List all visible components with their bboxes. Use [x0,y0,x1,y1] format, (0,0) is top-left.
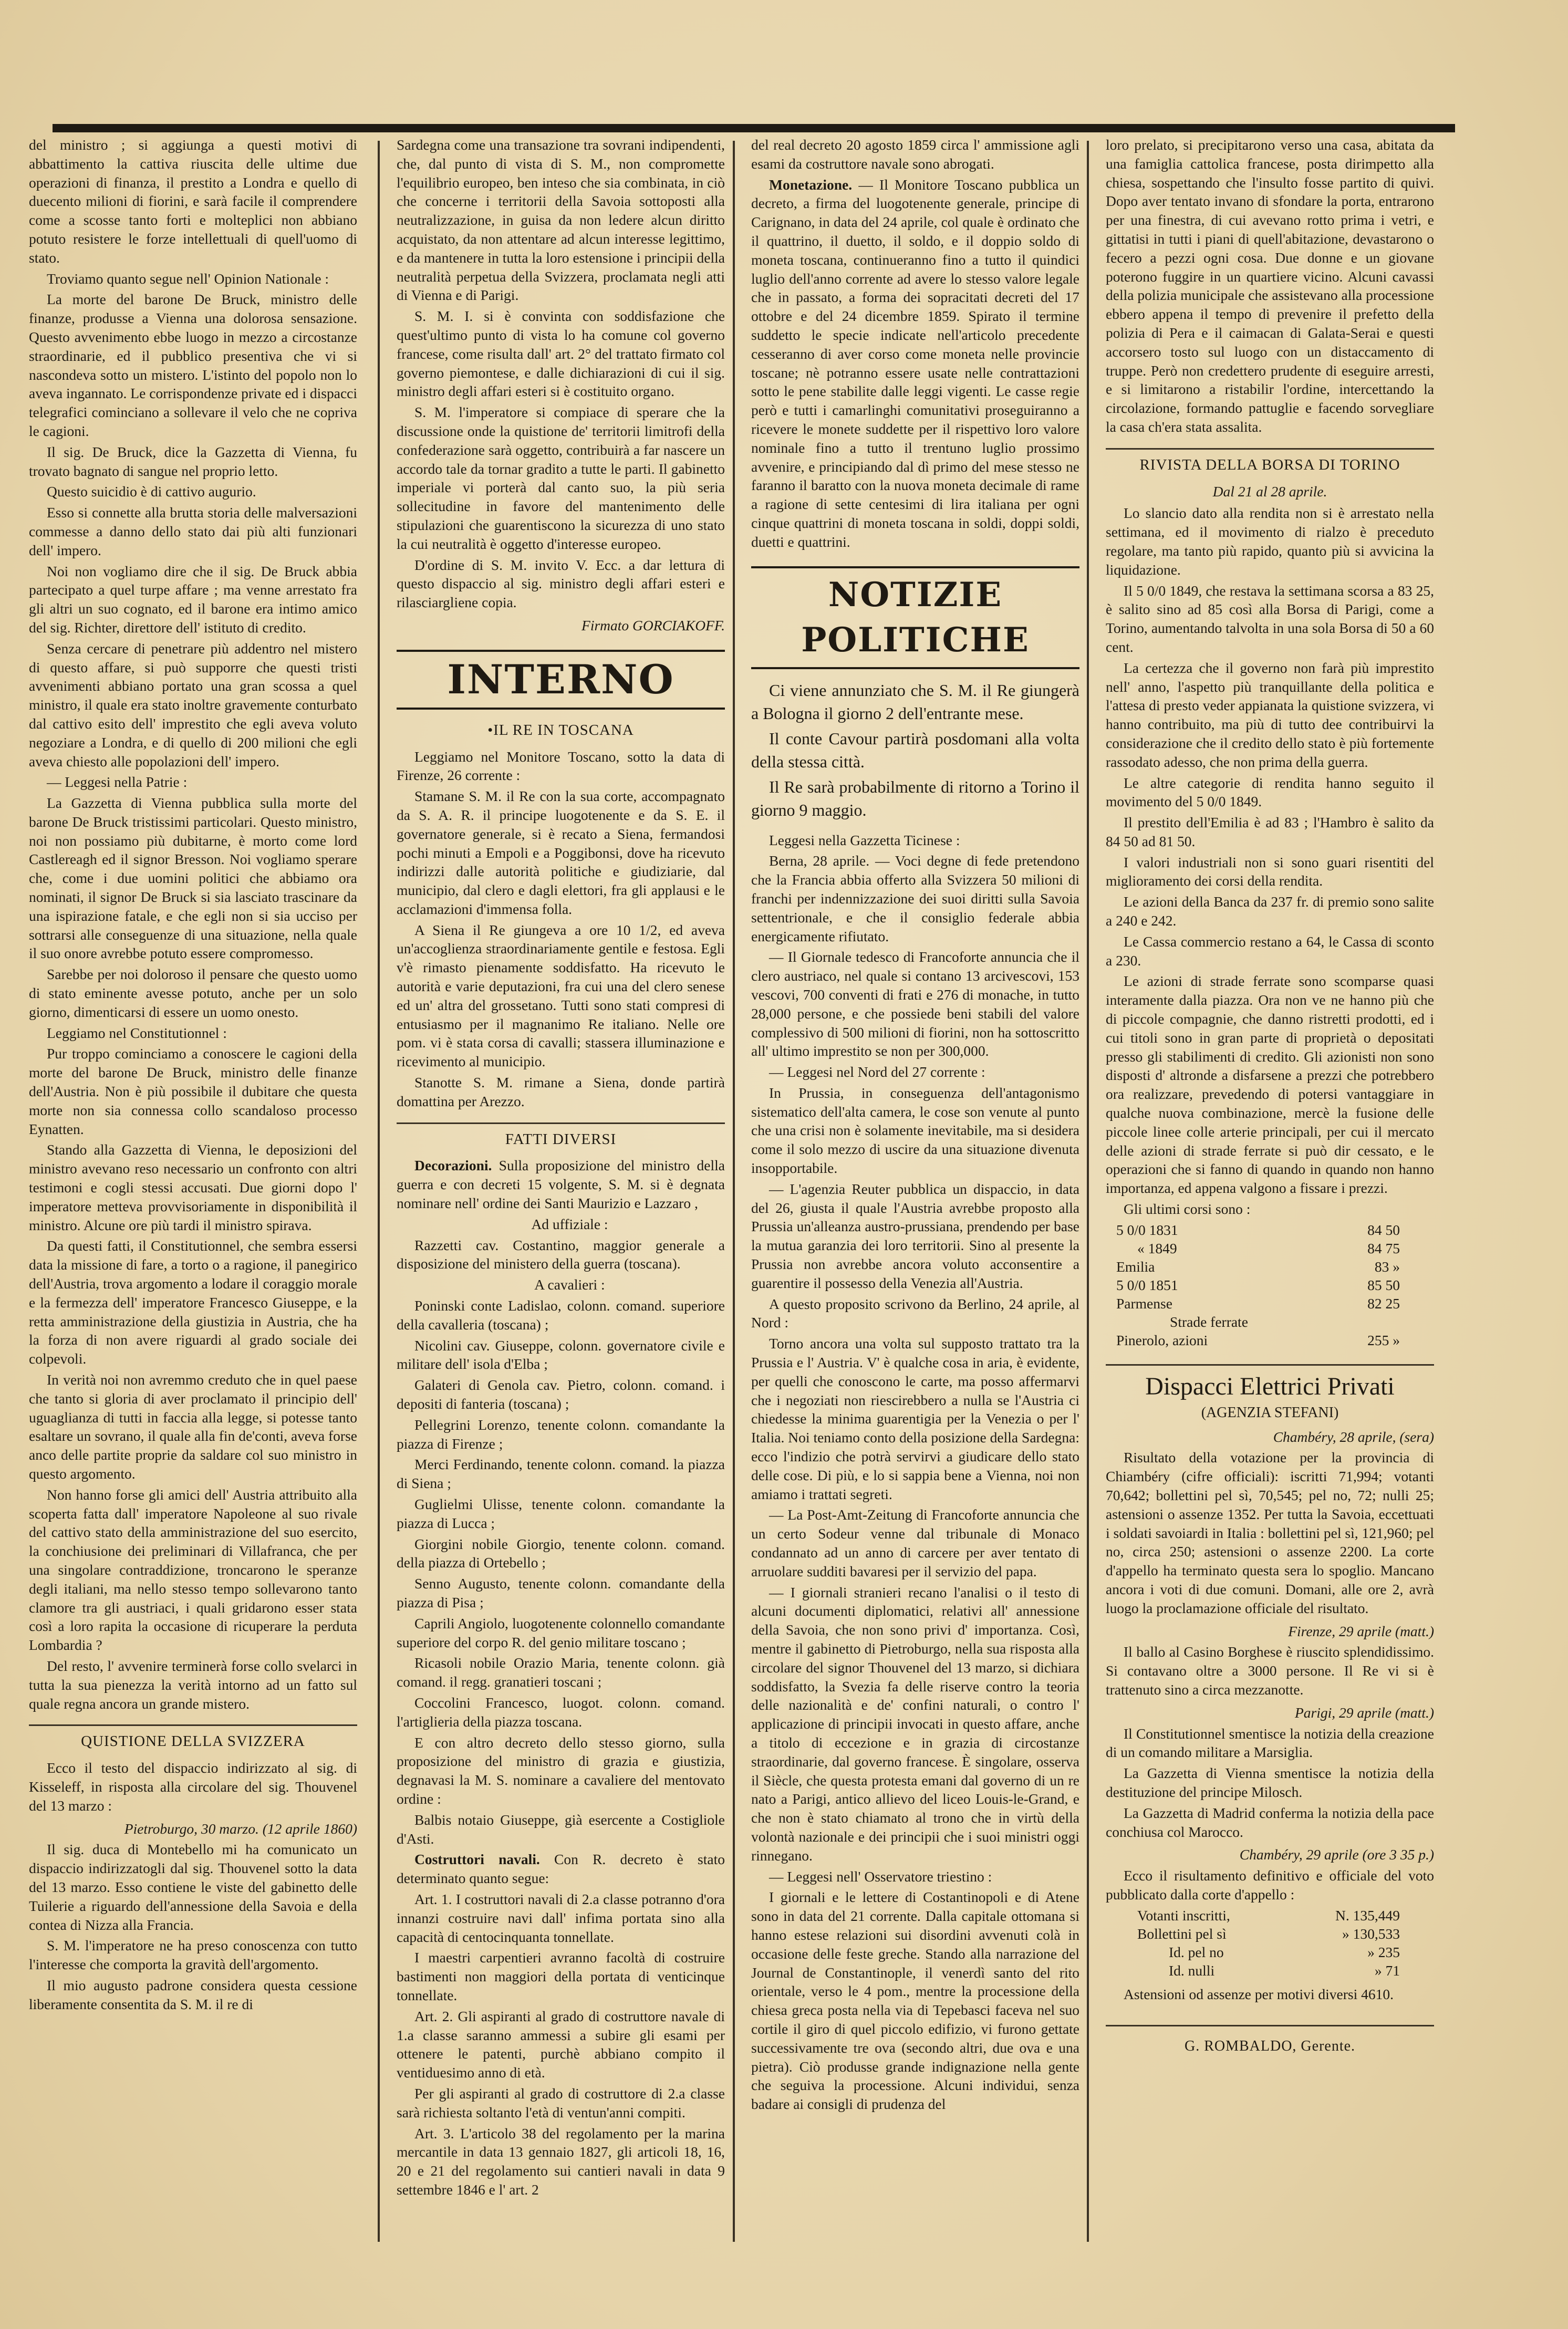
paragraph: Del resto, l' avvenire terminerà forse collo svelarci in tutta la sua pienezza la verità intorno ad un fatto sul quale regna ancora un grande mistero. [29,1657,357,1712]
paragraph: Caprili Angiolo, luogotenente colonnello comandante superiore del corpo R. del genio militare toscano ; [397,1615,725,1650]
text: — Il Monitore Toscano pubblica un decreto, a firma del luogotenente generale, principe di Carignano, in data del 24 aprile, col quale è ordinato che il quattrino, il duetto, il soldo, e il doppio soldo di moneta toscana, continueranno fino a tutto il quindici luglio dell'anno corrente ad avere lo stesso valore legale che in passato, a forma dei sopracitati decreti del 17 ottobre e del 24 dicembre 1859. Spirato il termine suddetto le specie indicate nell'articolo precedente cesseranno di aver corso come moneta nelle provincie toscane; nè potranno essere usate nelle contrattazioni sotto le pene stabilite dalle leggi vigenti. Le casse regie però e tutti i camarlinghi comunitativi proseguiranno a ricevere le monete suddette per il rispettivo loro valore nominale fino a tutto il trentuno luglio prossimo avvenire, e principiando dal dì primo del mese stesso ne faranno il baratto con la nuova moneta decimale di rame a ragione di sette centesimi di lira italiana per ogni cinque quattrini di moneta toscana in soldi, doppi soldi, duetti e quattrini. [751,176,1079,550]
paragraph: Ricasoli nobile Orazio Maria, tenente colonn. già comand. il regg. granatieri toscani ; [397,1655,725,1690]
vote-value: » 130,533 [1342,1925,1400,1942]
table-row [1116,1276,1431,1294]
paragraph [397,1850,725,1888]
paragraph: Il ballo al Casino Borghese è riuscito splendidissimo. Si contavano oltre a 3000 persone. Il Re vi si è trattenuto sino a circa mezzanotte. [1106,1644,1434,1698]
quote-label: Strade ferrate [1170,1313,1248,1330]
section-subheading-agenzia: (AGENZIA STEFANI) [1201,1404,1339,1421]
paragraph: — La Post-Amt-Zeitung di Francoforte annuncia che un certo Sodeur venne dal tribunale di Monaco condannato ad un anno di carcere per aver tentato di arruolare sudditi bavaresi per il servizio del papa. [751,1506,1079,1579]
dateline: Chambéry, 28 aprile, (sera) [1273,1428,1434,1445]
quote-label: « 1849 [1137,1240,1177,1256]
paragraph: Risultato della votazione per la provincia di Chiambéry (cifre officiali): iscritti 71,994; votanti 70,642; bollettini pel sì, 70,545; pel no, 72; nulli 25; astensioni o assenze 1352. Per tutta la Savoia, eccettuati i soldati savoiardi in Italia : bollettini pel sì, 121,960; pel no, circa 250; astensioni o assenze 2200. La corte d'appello ha terminato questa sera lo spoglio. Mancano ancora i voti di due comuni. Domani, alle ore 2, avrà luogo la proclamazione officiale del risultato. [1106,1449,1434,1616]
paragraph: Art. 1. I costruttori navali di 2.a classe potranno d'ora innanzi costruire navi dall' infima portata sino alla capacità di centocinquanta tonnellate. [397,1890,725,1945]
paragraph: Art. 2. Gli aspiranti al grado di costruttore navale di 1.a classe saranno ammessi a subire gli esami per ottenere le patenti, purchè abbiano compito il ventiduesimo anno di età. [397,2008,725,2081]
paragraph: — Leggesi nella Patrie : [47,774,188,791]
paragraph: Nicolini cav. Giuseppe, colonn. governatore civile e militare dell' isola d'Elba ; [397,1337,725,1373]
paragraph: Il Constitutionnel smentisce la notizia della creazione di un comando militare a Marsiglia. [1106,1725,1434,1761]
paragraph: Senno Augusto, tenente colonn. comandante della piazza di Pisa ; [397,1575,725,1610]
paragraph: Stando alla Gazzetta di Vienna, le deposizioni del ministro avevano reso necessario un confronto con altri testimoni e cogli stessi accusati. Due giorni dopo l' imperatore metteva provvisoriamente in disponibilità il ministro. Alcune ore più tardi il ministro spirava. [29,1141,357,1233]
quote-value: 83 » [1374,1258,1400,1275]
paragraph: Guglielmi Ulisse, tenente colonn. comandante la piazza di Lucca ; [397,1496,725,1531]
paragraph: del ministro ; si aggiunga a questi motivi di abbattimento la cattiva riuscita delle ultime due operazioni di finanza, il prestito a Londra e quello di duecento milioni di fiorini, e sarà facile il comprendere come a scosse tanto forti e molteplici non abbiano potuto resistere le forze intellettuali di quell'uomo di stato. [29,137,357,266]
paragraph: Noi non vogliamo dire che il sig. De Bruck abbia partecipato a quel turpe affare ; ma venne arrestato fra gli altri un suo cognato, ed il barone era intimo amico del sig. Richter, direttore dell' istituto di credito. [29,563,357,636]
paragraph: La Gazzetta di Vienna pubblica sulla morte del barone De Bruck tristissimi particolari. Questo ministro, noi non possiamo più dubitarne, è morto come lord Castlereagh ed il signor Bresson. Noi vogliamo sperare che, come i due uomini politici che abbiamo ora nominati, il signor De Bruck si sia lasciato trascinare da una ispirazione fatale, e che egli non si sia ucciso per sottrarsi alle conseguenze di una situazione, nella quale il suo onore avrebbe potuto essere compromesso. [29,795,357,962]
column-divider [733,141,735,2242]
paragraph: Le Cassa commercio restano a 64, le Cassa di sconto a 230. [1106,933,1434,969]
paragraph: — Leggesi nel Nord del 27 corrente : [769,1064,985,1080]
column-divider [1087,141,1089,2242]
paragraph: Galateri di Genola cav. Pietro, colonn. comand. i depositi di fanteria (toscana) ; [397,1377,725,1412]
paragraph: Senza cercare di penetrare più addentro nel mistero di questo affare, si può supporre che questi tristi avvenimenti abbiano portato una gran scossa a quel ministro, il quale era stato inoltre gravemente conturbato dal cattivo esito dell' imprestito che egli aveva voluto negoziare a Londra, e di quello di 200 milioni che egli aveva chiesto alle popolazioni dell' impero. [29,640,357,770]
table-row [1116,1239,1431,1257]
paragraph: — L'agenzia Reuter pubblica un dispaccio, in data del 26, giusta il quale l'Austria avrebbe proposto alla Prussia un'alleanza austro-prussiana, prendendo per base la mutua garanzia dei loro territorii. Sino al presente la Prussia non avrebbe ancora voluto acconsentire a guarentire il possesso della Venezia all'Austria. [751,1180,1079,1291]
section-heading-svizzera: QUISTIONE DELLA SVIZZERA [29,1724,357,1751]
quote-value [1302,1313,1431,1331]
paragraph: Il 5 0/0 1849, che restava la settimana scorsa a 83 25, è salito sino ad 85 così alla Borsa di Parigi, come a Torino, aumentando talvolta in una sola Borsa di 50 a 60 cent. [1106,582,1434,655]
paragraph: Leggiamo nel Monitore Toscano, sotto la data di Firenze, 26 corrente : [397,748,725,784]
paragraph: Poninski conte Ladislao, colonn. comand. superiore della cavalleria (toscana) ; [397,1297,725,1333]
table-row [1116,1943,1431,1961]
table-row [1116,1331,1431,1349]
paragraph: Stamane S. M. il Re con la sua corte, accompagnato da S. A. R. il principe luogotenente e da S. E. il governatore generale, si è recato a Siena, fermandosi pochi minuti a Empoli e a Poggibonsi, dove ha ricevuto indirizzi dalle autorità politiche e giudiziarie, dal municipio, dal clero e dagli elettori, fra gli applausi e le acclamazioni d'immensa folla. [397,788,725,917]
paragraph: — Il Giornale tedesco di Francoforte annuncia che il clero austriaco, nel quale si contano 13 arcivescovi, 153 vescovi, 700 conventi di frati e 276 di monache, in tutto 28,000 persone, e che possiede beni stabili del valore complessivo di 500 milioni di fiorini, non ha sottoscritto all' ultimo imprestito se non per 300,000. [751,949,1079,1059]
run-in-head: Monetazione. [769,176,853,193]
quote-label: Parmense [1116,1295,1172,1312]
section-date: Dal 21 al 28 aprile. [1212,483,1327,500]
gerente-signature: G. ROMBALDO, Gerente. [1106,2025,1434,2056]
paragraph: Berna, 28 aprile. — Voci degne di fede pretendono che la Francia abbia offerto alla Svizzera 50 milioni di franchi per indennizzazione dei suoi diritti sulla Savoia settentrionale, e che il consiglio federale abbia energicamente rifiutato. [751,852,1079,944]
table-row [1116,1925,1431,1943]
subheading-re-in-toscana: •IL RE IN TOSCANA [487,721,634,739]
dateline: Firenze, 29 aprile (matt.) [1288,1623,1434,1639]
paragraph: Torno ancora una volta sul supposto trattato tra la Prussia e l' Austria. V' è qualche cosa in aria, è evidente, per quelli che conoscono le carte, ma posso affermarvi che i negoziati non riescirebbero a nulla se l'Austria ci chiedesse la minima guarentigia per la Venezia o per l' Italia. Noi teniamo conto della posizione della Sardegna: ecco l'indizio che potrà servirvi a giudicare dello stato delle cose. Di più, e lo si sappia bene a Vienna, noi non amiamo i trattati segreti. [751,1335,1079,1502]
quote-label: 5 0/0 1831 [1116,1221,1178,1238]
quote-value: 255 » [1367,1332,1400,1348]
column-2 [397,136,725,2268]
quotes-table [1116,1221,1431,1349]
paragraph: A questo proposito scrivono da Berlino, 24 aprile, al Nord : [751,1295,1079,1331]
paragraph: S. M. I. si è convinta con soddisfazione che quest'ultimo punto di vista lo ha comune col governo francese, come risulta dall' art. 2° del trattato firmato col governo piemontese, e dalle dichiarazioni di cui il sig. ministro degli affari esteri si è costituito organo. [397,308,725,400]
paragraph: I valori industriali non si sono guari risentiti del miglioramento dei corsi della rendita. [1106,854,1434,889]
paragraph: Esso si connette alla brutta storia delle malversazioni commesse a danno dello stato dai più alti funzionari dell' impero. [29,504,357,558]
table-row [1116,1294,1431,1313]
vote-label: Votanti inscritti, [1137,1907,1230,1923]
paragraph: La Gazzetta di Madrid conferma la notizia della pace conchiusa col Marocco. [1106,1804,1434,1840]
paragraph: Il sig. duca di Montebello mi ha comunicato un dispaccio indirizzatogli dal sig. Thouvenel sotto la data del 13 marzo. Esso contiene le viste del gabinetto delle Tuilerie a riguardo dell'annessione della Savoia e della contea di Nizza alla Francia. [29,1841,357,1933]
vote-label: Id. nulli [1169,1962,1215,1979]
text: Con R. decreto è stato determinato quanto segue: [397,1851,725,1887]
paragraph: I giornali e le lettere di Costantinopoli e di Atene sono in data del 21 corrente. Dalla capitale ottomana si hanno estese relazioni sui disordini avvenuti colà in occasione delle feste greche. Stando alla narrazione del Journal de Constantinople, il venerdì santo del rito orientale, verso le 4 pom., mentre la processione della chiesa greca posta nella via di Tepebasci faceva nel suo cortile il giro di quel piccolo edifizio, vi furono gettate successivamente tre ova (secondo altri, due ova e una pietra). Ciò produsse grande indignazione nella gente che seguiva la processione. Alcuni individui, senza badare ai consigli di prudenza del [751,1889,1079,2113]
paragraph: Leggesi nella Gazzetta Ticinese : [769,831,960,848]
paragraph: In verità noi non avremmo creduto che in quel paese che tanto si gloria di aver proclamato il principio dell' uguaglianza di tutti in faccia alla legge, si potesse tanto esaltare un sovrano, il quale alla fin de'conti, aveva forse anco delle partite proprie da saldare col suo ministro in questo argomento. [29,1371,357,1482]
paragraph: Lo slancio dato alla rendita non si è arrestato nella settimana, ed il movimento di rialzo è preceduto regolare, ma tanto più rapido, quanto più si avvicina la liquidazione. [1106,505,1434,578]
paragraph: Gli ultimi corsi sono : [1124,1201,1251,1218]
vote-value: N. 135,449 [1335,1907,1400,1923]
paragraph: S. M. l'imperatore si compiace di sperare che la discussione onde la quistione de' territorii limitrofi della confederazione sarà oggetto, contribuirà a far nascere un accordo tale da tornar gradito a tutte le parti. Il gabinetto imperiale vi porterà dal canto suo, la più seria sollecitudine in favore del mantenimento delle stipulazioni che guarentiscono la sicurezza di uno stato la cui neutralità è oggetto d'interesse europeo. [397,404,725,552]
paragraph: Stanotte S. M. rimane a Siena, donde partirà domattina per Arezzo. [397,1074,725,1109]
lead-paragraph: Il conte Cavour partirà posdomani alla volta della stessa città. [751,729,1079,771]
quote-label: Emilia [1116,1258,1155,1275]
paragraph: Pur troppo cominciamo a conoscere le cagioni della morte del barone De Bruck, ministro delle finanze dell'Austria. Non è più possibile il dubitare che questa morte non sia connessa collo scandaloso processo Eynatten. [29,1045,357,1137]
paragraph: Non hanno forse gli amici dell' Austria attribuito alla scoperta fatta dall' imperatore Napoleone al suo rivale del cattivo stato della amministrazione del suo esercito, la conchiusione dei preliminari di Villafranca, che per una singolare contraddizione, troncarono le speranze degli italiani, ma nello stesso tempo sollevarono tanto clamore tra gli austriaci, i quali gridarono esser stata così a loro rapita la occasione di ricuperare la perduta Lombardia ? [29,1486,357,1654]
paragraph: A Siena il Re giungeva a ore 10 1/2, ed aveva un'accoglienza straordinariamente gentile e festosa. Egli v'è rimasto pienamente soddisfatto. Ha ricevuto le autorità e varie deputazioni, fra cui una del clero senese ed un' altra del grossetano. Tutti sono stati compresi di entusiasmo per il magnanimo Re italiano. Nelle ore pom. vi è stata corsa di cavalli; stassera illuminazione e ricevimento al municipio. [397,921,725,1070]
paragraph: Pellegrini Lorenzo, tenente colonn. comandante la piazza di Firenze ; [397,1416,725,1452]
paragraph: Troviamo quanto segue nell' Opinion Nationale : [47,270,329,287]
section-heading-borsa: RIVISTA DELLA BORSA DI TORINO [1106,448,1434,475]
text: Sulla proposizione del ministro della guerra e con decreti 15 volgente, S. M. si è degnata nominare nell' ordine dei Santi Maurizio e Lazzaro , [397,1157,725,1212]
table-row [1116,1313,1431,1331]
section-heading-fatti-diversi: FATTI DIVERSI [397,1122,725,1149]
paragraph: — I giornali stranieri recano l'analisi o il testo di alcuni documenti diplomatici, relativi all' annessione della Savoia, che non sono privi d' importanza. Così, mentre il gabinetto di Pietroburgo, nella sua risposta alla circolare del signor Thouvenel del 13 marzo, si dichiara soddisfatto, la Svezia fa delle riserve contro la teoria delle nazionalità e de' confini naturali, o contro l' applicazione di principii invocati in questo affare, anche a titolo di eccezione e in grazia di circostanze straordinarie, dal governo francese. È singolare, osserva il Siècle, che questa protesta emani dal governo di un re nato a Parigi, antico allievo del liceo Louis-le-Grand, e che non è stato chiamato al trono che in virtù della volontà nazionale e dei principii che i suoi ministri oggi rinnegano. [751,1584,1079,1864]
signature-line: Firmato GORCIAKOFF. [581,617,725,633]
votes-table [1116,1906,1431,1980]
paragraph [751,175,1079,552]
paragraph: D'ordine di S. M. invito V. Ecc. a dar lettura di questo dispaccio al sig. ministro degli affari esteri e rilasciargliene copia. [397,556,725,611]
paragraph: A cavalieri : [534,1276,605,1293]
paragraph: loro prelato, si precipitarono verso una casa, abitata da una famiglia cattolica francese, posta dirimpetto alla chiesa, sospettando che l'insulto fosse partito di quivi. Dopo aver tentato invano di sfondare la porta, entrarono per una finestra, di cui avevano rotto prima i vetri, e gittatisi in tutti i piani di quell'abitazione, devastarono o fecero a pezzi ogni cosa. Due donne e un giovane poterono fuggire in un quartiere vicino. Alcuni cavassi della polizia municipale che assistevano alla processione ebbero appena il tempo di prevenire il prefetto della polizia di Pera e il caimacan di Galata-Serai e questi accorsero tosto sul luogo con un distaccamento di truppe. Però non credettero prudente di eseguire arresti, e si limitarono a ristabilir l'ordine, intercettando la circolazione, formando pattuglie e facendo sorvegliare la casa ch'era stata assalita. [1106,137,1434,435]
columns [29,136,1447,2268]
paragraph: La certezza che il governo non farà più imprestito nell' anno, l'aspetto più tranquillante della politica e l'attesa di presto veder appianata la quistione svizzera, vi hanno contribuito, ma più di tutto dee contribuirvi la considerazione che il credito dello stato è più fortemente rassodato adesso, che non prima della guerra. [1106,659,1434,770]
paragraph: In Prussia, in conseguenza dell'antagonismo sistematico dell'alta camera, le cose son venute al punto che una crisi non è solamente inevitabile, ma si desidera come il solo mezzo di uscire da una situazione divenuta insopportabile. [751,1084,1079,1177]
paragraph: Balbis notaio Giuseppe, già esercente a Costigliole d'Asti. [397,1811,725,1847]
paragraph: S. M. l'imperatore ne ha preso conoscenza con tutto l'interesse che comporta la gravità dell'argomento. [29,1937,357,1973]
quote-label: Pinerolo, azioni [1116,1332,1208,1348]
quote-value: 85 50 [1367,1276,1400,1293]
quote-value: 84 75 [1367,1240,1400,1256]
paragraph: Sardegna come una transazione tra sovrani indipendenti, che, dal punto di vista di S. M., non compromette l'equilibrio europeo, ben inteso che sia combinata, in ciò che concerne i territorii della Savoia sottoposti alla neutralizzazione, in guisa da non ledere alcun diritto acquistato, da non attentare ad alcun interesse legittimo, e da mantenere in tutta la loro estensione i principii della neutralità perpetua della Svizzera, proclamata negli atti di Vienna e di Parigi. [397,137,725,304]
paragraph: Giorgini nobile Giorgio, tenente colonn. comand. della piazza di Ortebello ; [397,1535,725,1571]
paragraph: Merci Ferdinando, tenente colonn. comand. la piazza di Siena ; [397,1456,725,1492]
paragraph: Le azioni della Banca da 237 fr. di premio sono salite a 240 e 242. [1106,893,1434,929]
paragraph: Art. 3. L'articolo 38 del regolamento per la marina mercantile in data 13 gennaio 1827, gli articoli 18, 16, 20 e 21 del regolamento sui cantieri navali in data 9 settembre 1846 e l' art. 2 [397,2125,725,2198]
run-in-head: Decorazioni. [414,1157,492,1174]
paragraph: — Leggesi nell' Osservatore triestino : [769,1868,992,1885]
paragraph: Le altre categorie di rendita hanno seguito il movimento del 5 0/0 1849. [1106,774,1434,810]
table-row [1116,1961,1431,1980]
paragraph: Ad uffiziale : [531,1215,608,1232]
vote-value: » 71 [1374,1962,1400,1979]
dateline: Chambéry, 29 aprile (ore 3 35 p.) [1239,1846,1434,1863]
paragraph: I maestri carpentieri avranno facoltà di costruire bastimenti non maggiori della portata di venticinque tonnellate. [397,1949,725,2003]
quote-label: 5 0/0 1851 [1116,1276,1178,1293]
column-4 [1106,136,1434,2268]
paragraph [397,1156,725,1212]
paragraph: Razzetti cav. Costantino, maggior generale a disposizione del ministero della guerra (toscana). [397,1236,725,1272]
column-3 [751,136,1079,2268]
dateline: Pietroburgo, 30 marzo. (12 aprile 1860) [124,1820,357,1837]
section-heading-dispacci: Dispacci Elettrici Privati [1106,1364,1434,1401]
paragraph: La Gazzetta di Vienna smentisce la notizia della destituzione del principe Milosch. [1106,1765,1434,1800]
lead-paragraph: Il Re sarà probabilmente di ritorno a Torino il giorno 9 maggio. [751,777,1079,819]
paragraph: E con altro decreto dello stesso giorno, sulla proposizione del ministro di grazia e giustizia, degnavasi la M. S. nominare a cavaliere del mentovato ordine : [397,1734,725,1807]
paragraph: Ecco il risultamento definitivo e officiale del voto pubblicato dalla corte d'appello : [1106,1867,1434,1902]
dateline: Parigi, 29 aprile (matt.) [1294,1704,1434,1721]
lead-paragraph: Ci viene annunziato che S. M. il Re giungerà a Bologna il giorno 2 dell'entrante mese. [751,680,1079,723]
paragraph: Il prestito dell'Emilia è ad 83 ; l'Hambro è salito da 84 50 ad 81 50. [1106,814,1434,849]
table-row [1116,1906,1431,1925]
table-row [1116,1221,1431,1239]
top-rule [53,124,1455,132]
paragraph: Da questi fatti, il Constitutionnel, che sembra essersi data la missione di fare, a torto o a ragione, il panegirico dell'Austria, trova argomento a lodare il coraggio morale e la fermezza dell' imperatore Francesco Giuseppe, e la retta amministrazione della giustizia in Austria, che ha la forza di non avere riguardi al grado sociale dei colpevoli. [29,1238,357,1367]
paragraph: Ecco il testo del dispaccio indirizzato al sig. di Kisseleff, in risposta alla circolare del sig. Thouvenel del 13 marzo : [29,1760,357,1814]
column-1 [29,136,357,2268]
run-in-head: Costruttori navali. [414,1851,540,1868]
paragraph: Coccolini Francesco, luogot. colonn. comand. l'artiglieria della piazza toscana. [397,1694,725,1730]
paragraph: del real decreto 20 agosto 1859 circa l' ammissione agli esami da costruttore navale sono abrogati. [751,137,1079,172]
vote-label: Bollettini pel sì [1137,1925,1227,1942]
quote-value: 82 25 [1367,1295,1400,1312]
paragraph: Le azioni di strade ferrate sono scomparse quasi interamente dalla piazza. Ora non ve ne hanno più che di piccole compagnie, che danno ristretti prodotti, ed i cui titoli sono in gran parte di proprietà o depositati presso gli stabilimenti di credito. Gli azionisti non sono disposti d' altronde a disfarsene a prezzi che potrebbero ora realizzare, prevedendo di potersi vantaggiare in qualche nuova combinazione, mercè la fusione delle piccole linee colle arterie principali, per cui il mercato delle azioni di strade ferrate si può dir cessato, e le operazioni che si fanno di quando in quando non hanno importanza, ed appena valgono a fissare i prezzi. [1106,973,1434,1197]
vote-label: Id. pel no [1169,1943,1224,1960]
vote-value: » 235 [1367,1943,1400,1960]
quote-value: 84 50 [1367,1221,1400,1238]
paragraph: La morte del barone De Bruck, ministro delle finanze, produsse a Vienna una dolorosa sensazione. Questo avvenimento ebbe luogo in mezzo a circostanze straordinarie, ed il pubblico presentiva che vi si nascondeva sotto un mistero. L'istinto del popolo non lo aveva ingannato. Le corrispondenze private ed i dispacci telegrafici cominciano a sollevare il velo che ne copriva le cagioni. [29,291,357,439]
table-row [1116,1257,1431,1276]
paragraph: Questo suicidio è di cattivo augurio. [47,483,256,500]
paragraph: Astensioni od assenze per motivi diversi 4610. [1124,1985,1394,2002]
paragraph: Il mio augusto padrone considera questa cessione liberamente consentita da S. M. il re di [29,1977,357,2012]
paragraph: Per gli aspiranti al grado di costruttore di 2.a classe sarà richiesta soltanto l'età di ventun'anni compiti. [397,2085,725,2120]
section-heading-interno: INTERNO [397,650,725,710]
column-divider [378,141,380,2242]
paragraph: Il sig. De Bruck, dice la Gazzetta di Vienna, fu trovato bagnato di sangue nel proprio letto. [29,443,357,479]
paragraph: Leggiamo nel Constitutionnel : [47,1024,227,1041]
section-heading-notizie-politiche: NOTIZIE POLITICHE [751,566,1079,669]
paragraph: Sarebbe per noi doloroso il pensare che questo uomo di stato eminente avesse potuto, anche per un solo giorno, dimenticarsi di essere un uomo onesto. [29,966,357,1020]
